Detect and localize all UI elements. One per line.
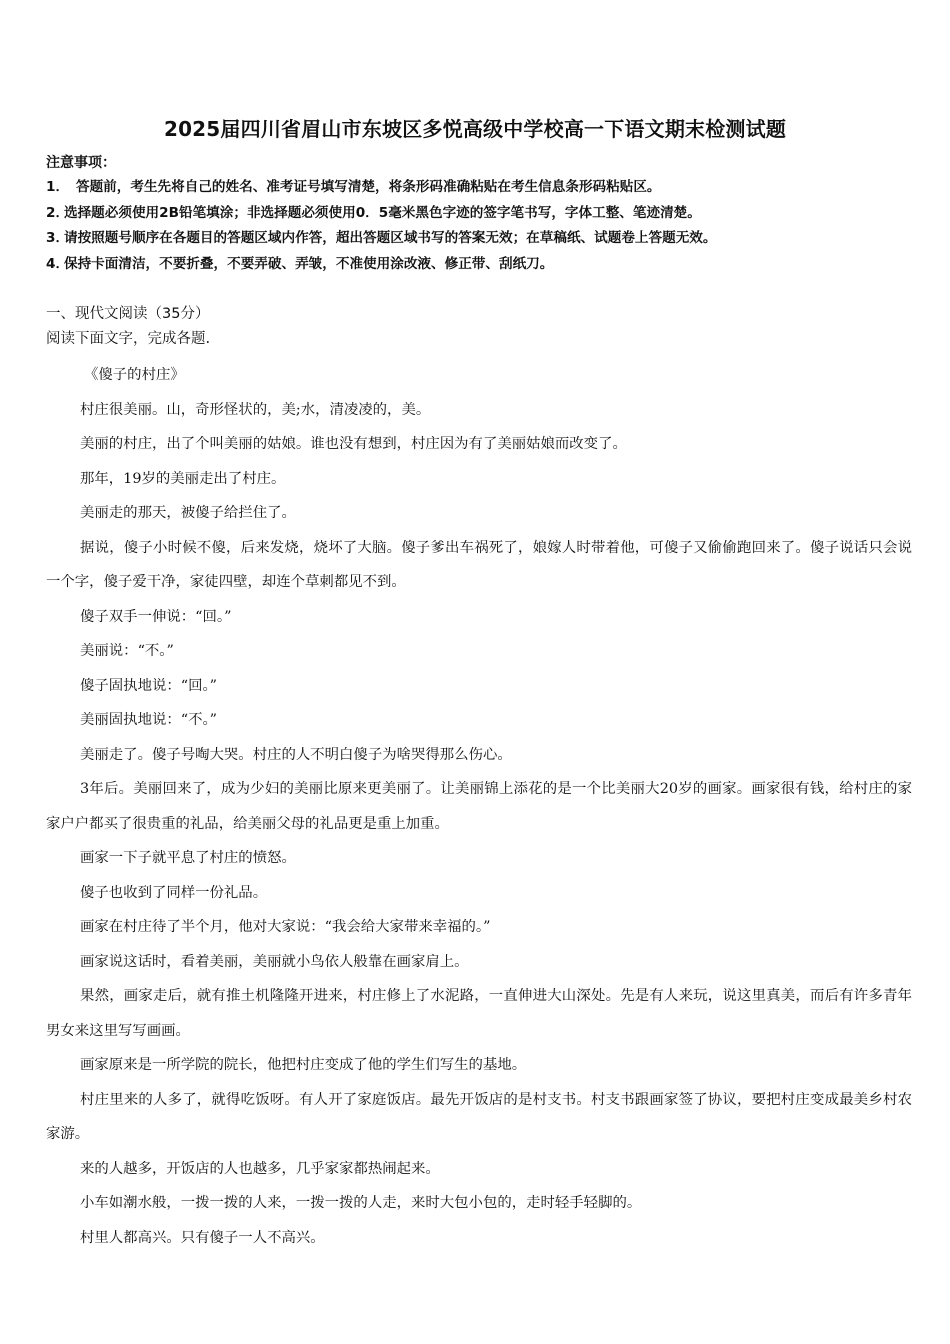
notice-item — [46, 177, 916, 203]
passage-paragraph: 画家原来是一所学院的院长，他把村庄变成了他的学生们写生的基地。 — [80, 1057, 527, 1073]
section-heading: 一、现代文阅读（35分） — [46, 306, 210, 322]
notice-item-number: 4． — [46, 255, 70, 272]
passage-paragraph: 据说，傻子小时候不傻，后来发烧，烧坏了大脑。傻子爹出车祸死了，娘嫁人时带着他，可傻子又偷偷跑回来了。傻子说话只会说一个字，傻子爱干净，家徒四壁，却连个草刺都见不到。 — [46, 539, 912, 590]
notice-item-number: 3． — [46, 230, 70, 246]
notice-heading: 注意事项： — [46, 155, 116, 171]
passage-paragraph: 美丽说：“不。” — [80, 643, 174, 659]
passage-paragraph: 村庄里来的人多了，就得吃饭呀。有人开了家庭饭店。最先开饭店的是村支书。村支书跟画家签了协议，要把村庄变成最美乡村农家游。 — [46, 1091, 912, 1142]
exam-title: 2025届四川省眉山市东坡区多悦高级中学校高一下语文期末检测试题 — [163, 117, 787, 141]
passage-paragraph: 村庄很美丽。山，奇形怪状的，美;水，清凌凌的，美。 — [80, 401, 431, 418]
passage-paragraph: 美丽固执地说：“不。” — [80, 712, 218, 728]
passage-paragraph: 来的人越多，开饭店的人也越多，几乎家家都热闹起来。 — [80, 1160, 440, 1177]
passage-paragraph: 傻子也收到了同样一份礼品。 — [80, 884, 268, 901]
passage-paragraph: 画家说这话时，看着美丽，美丽就小鸟依人般靠在画家肩上。 — [80, 953, 469, 970]
passage-paragraph: 画家一下子就平息了村庄的愤怒。 — [80, 850, 296, 866]
passage-paragraph: 美丽走了。傻子号啕大哭。村庄的人不明白傻子为啥哭得那么伤心。 — [80, 746, 512, 763]
passage-paragraph: 小车如潮水般，一拨一拨的人来，一拨一拨的人走，来时大包小包的，走时轻手轻脚的。 — [80, 1195, 642, 1211]
passage-paragraph: 村里人都高兴。只有傻子一人不高兴。 — [80, 1229, 325, 1246]
passage-paragraph: 傻子双手一伸说：“回。” — [80, 608, 232, 625]
passage-paragraph: 美丽走的那天，被傻子给拦住了。 — [80, 505, 296, 521]
notice-item — [46, 203, 916, 229]
notice-item-text: 请按照题号顺序在各题目的答题区域内作答，超出答题区域书写的答案无效；在草稿纸、试题卷上答题无效。 — [64, 230, 717, 246]
section-instruction: 阅读下面文字，完成各题. — [46, 331, 211, 347]
notice-item-text: 选择题必须使用2B铅笔填涂；非选择题必须使用0．5毫米黑色字迹的签字笔书写，字体工整、笔迹清楚。 — [64, 204, 701, 221]
notice-item-text: 保持卡面清洁，不要折叠，不要弄破、弄皱，不准使用涂改液、修正带、刮纸刀。 — [64, 255, 554, 272]
notice-item — [46, 228, 916, 254]
passage-paragraph: 画家在村庄待了半个月，他对大家说：“我会给大家带来幸福的。” — [80, 919, 491, 935]
passage-title: 《傻子的村庄》 — [84, 367, 185, 383]
passage-paragraph: 果然，画家走后，就有推土机隆隆开进来，村庄修上了水泥路，一直伸进大山深处。先是有人来玩，说这里真美，而后有许多青年男女来这里写写画画。 — [46, 988, 912, 1039]
reading-passage — [46, 358, 912, 1255]
passage-paragraph: 美丽的村庄，出了个叫美丽的姑娘。谁也没有想到，村庄因为有了美丽姑娘而改变了。 — [80, 436, 627, 452]
notice-item-text: 答题前，考生先将自己的姓名、准考证号填写清楚，将条形码准确粘贴在考生信息条形码粘贴区。 — [76, 179, 661, 195]
notice-item-number: 1． — [46, 179, 70, 195]
passage-paragraph: 傻子固执地说：“回。” — [80, 677, 218, 694]
notice-list — [46, 177, 916, 279]
passage-paragraph: 那年，19岁的美丽走出了村庄。 — [80, 470, 286, 487]
notice-item-number: 2． — [46, 204, 70, 221]
notice-item — [46, 254, 916, 280]
passage-paragraph: 3年后。美丽回来了，成为少妇的美丽比原来更美丽了。让美丽锦上添花的是一个比美丽大20岁的画家。画家很有钱，给村庄的家家户户都买了很贵重的礼品，给美丽父母的礼品更是重上加重。 — [46, 781, 912, 832]
